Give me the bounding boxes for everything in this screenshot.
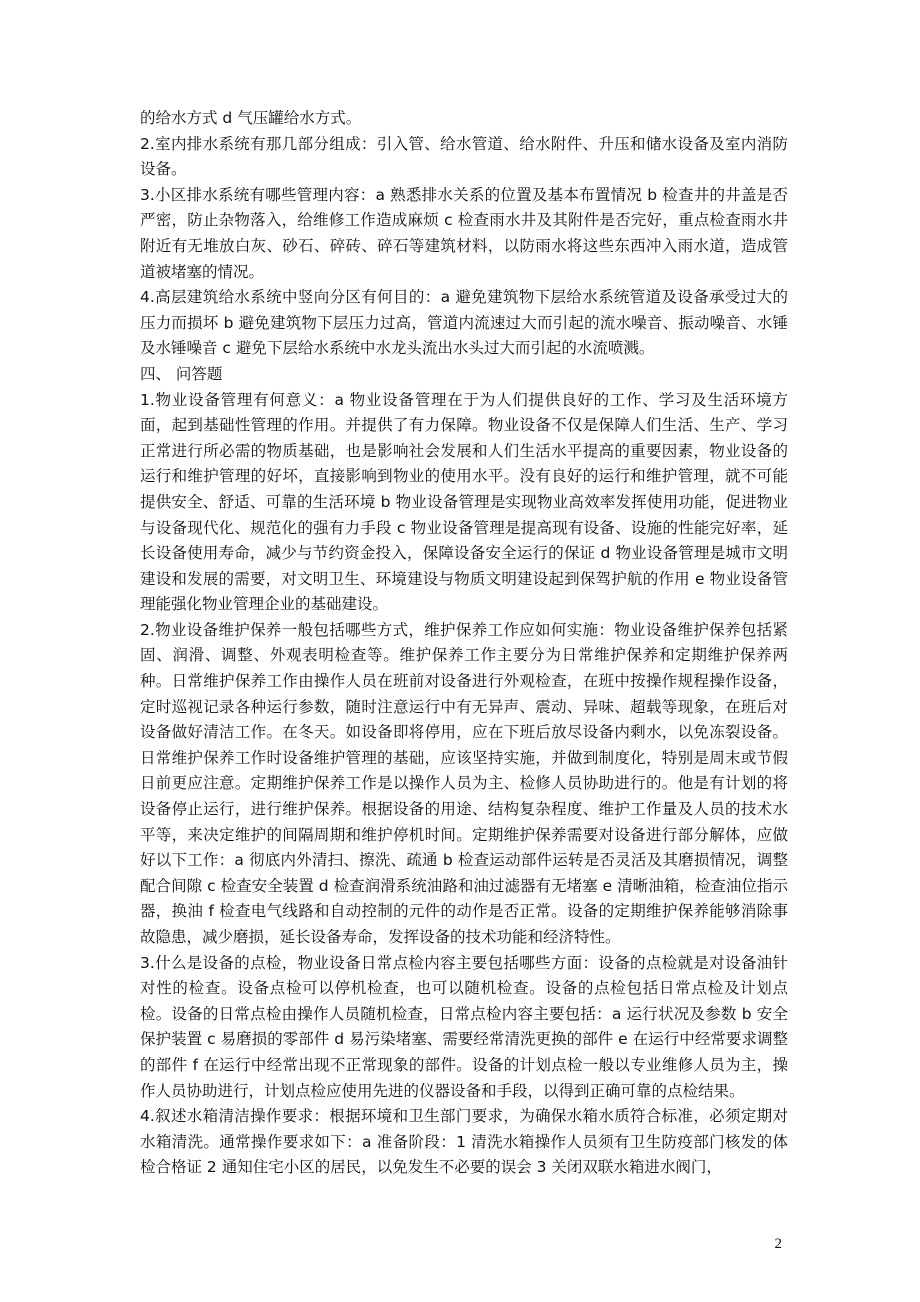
paragraph-community-drainage: 3.小区排水系统有哪些管理内容：a 熟悉排水关系的位置及基本布置情况 b 检查井的井盖是否严密，防止杂物落入，给维修工作造成麻烦 c 检查雨水井及其附件是否完好，重点检查雨水井附近有无堆放白灰、砂石、碎砖、碎石等建筑材料，以防雨水将这些东西冲入雨水道，造成管道被堵塞的情况。 [140,185,788,281]
paragraph-indoor-drainage: 2.室内排水系统有那几部分组成：引入管、给水管道、给水附件、升压和储水设备及室内消防设备。 [140,134,788,179]
paragraph-high-rise-zoning: 4.高层建筑给水系统中竖向分区有何目的：a 避免建筑物下层给水系统管道及设备承受过大的压力而损坏 b 避免建筑物下层压力过高，管道内流速过大而引起的流水噪音、振动噪音、水锤及水锤噪音 c 避免下层给水系统中水龙头流出水头过大而引起的水流喷溅。 [140,288,788,358]
paragraph-supply-mode-tail: 的给水方式 d 气压罐给水方式。 [140,109,362,127]
document-body [140,106,788,1181]
paragraph-management-significance: 1.物业设备管理有何意义：a 物业设备管理在于为人们提供良好的工作、学习及生活环境方面，起到基础性管理的作用。并提供了有力保障。物业设备不仅是保障人们生活、生产、学习正常进行所必需的物质基础，也是影响社会发展和人们生活水平提高的重要因素，物业设备的运行和维护管理的好坏，直接影响到物业的使用水平。没有良好的运行和维护管理，就不可能提供安全、舒适、可靠的生活环境 b 物业设备管理是实现物业高效率发挥使用功能，促进物业与设备现代化、规范化的强有力手段 c 物业设备管理是提高现有设备、设施的性能完好率，延长设备使用寿命，减少与节约资金投入，保障设备安全运行的保证 d 物业设备管理是城市文明建设和发展的需要，对文明卫生、环境建设与物质文明建设起到保驾护航的作用 e 物业设备管理能强化物业管理企业的基础建设。 [140,390,788,614]
paragraph-maintenance-methods: 2.物业设备维护保养一般包括哪些方式，维护保养工作应如何实施：物业设备维护保养包括紧固、润滑、调整、外观表明检查等。维护保养工作主要分为日常维护保养和定期维护保养两种。日常维护保养工作由操作人员在班前对设备进行外观检查，在班中按操作规程操作设备，定时巡视记录各种运行参数，随时注意运行中有无异声、震动、异味、超载等现象，在班后对设备做好清洁工作。在冬天。如设备即将停用，应在下班后放尽设备内剩水，以免冻裂设备。日常维护保养工作时设备维护管理的基础，应该坚持实施，并做到制度化，特别是周末或节假日前更应注意。定期维护保养工作是以操作人员为主、检修人员协助进行的。他是有计划的将设备停止运行，进行维护保养。根据设备的用途、结构复杂程度、维护工作量及人员的技术水平等，来决定维护的间隔周期和维护停机时间。定期维护保养需要对设备进行部分解体，应做好以下工作：a 彻底内外清扫、擦洗、疏通 b 检查运动部件运转是否灵活及其磨损情况，调整配合间隙 c 检查安全装置 d 检查润滑系统油路和油过滤器有无堵塞 e 清晰油箱，检查油位指示器，换油 f 检查电气线路和自动控制的元件的动作是否正常。设备的定期维护保养能够消除事故隐患，减少磨损，延长设备寿命，发挥设备的技术功能和经济特性。 [140,620,788,946]
paragraph-tank-cleaning: 4.叙述水箱清洁操作要求：根据环境和卫生部门要求，为确保水箱水质符合标准，必须定期对水箱清洗。通常操作要求如下：a 准备阶段：1 清洗水箱操作人员须有卫生防疫部门核发的体检合格证 2 通知住宅小区的居民，以免发生不必要的误会 3 关闭双联水箱进水阀门， [140,1107,788,1177]
section-heading-questions: 四、 问答题 [140,364,223,383]
page-number: 2 [774,1236,782,1252]
paragraph-spot-inspection: 3.什么是设备的点检，物业设备日常点检内容主要包括哪些方面：设备的点检就是对设备油针对性的检查。设备点检可以停机检查，也可以随机检查。设备的点检包括日常点检及计划点检。设备的日常点检由操作人员随机检查，日常点检内容主要包括：a 运行状况及参数 b 安全保护装置 c 易磨损的零部件 d 易污染堵塞、需要经常清洗更换的部件 e 在运行中经常要求调整的部件 f 在运行中经常出现不正常现象的部件。设备的计划点检一般以专业维修人员为主，操作人员协助进行，计划点检应使用先进的仪器设备和手段，以得到正确可靠的点检结果。 [140,953,788,1100]
